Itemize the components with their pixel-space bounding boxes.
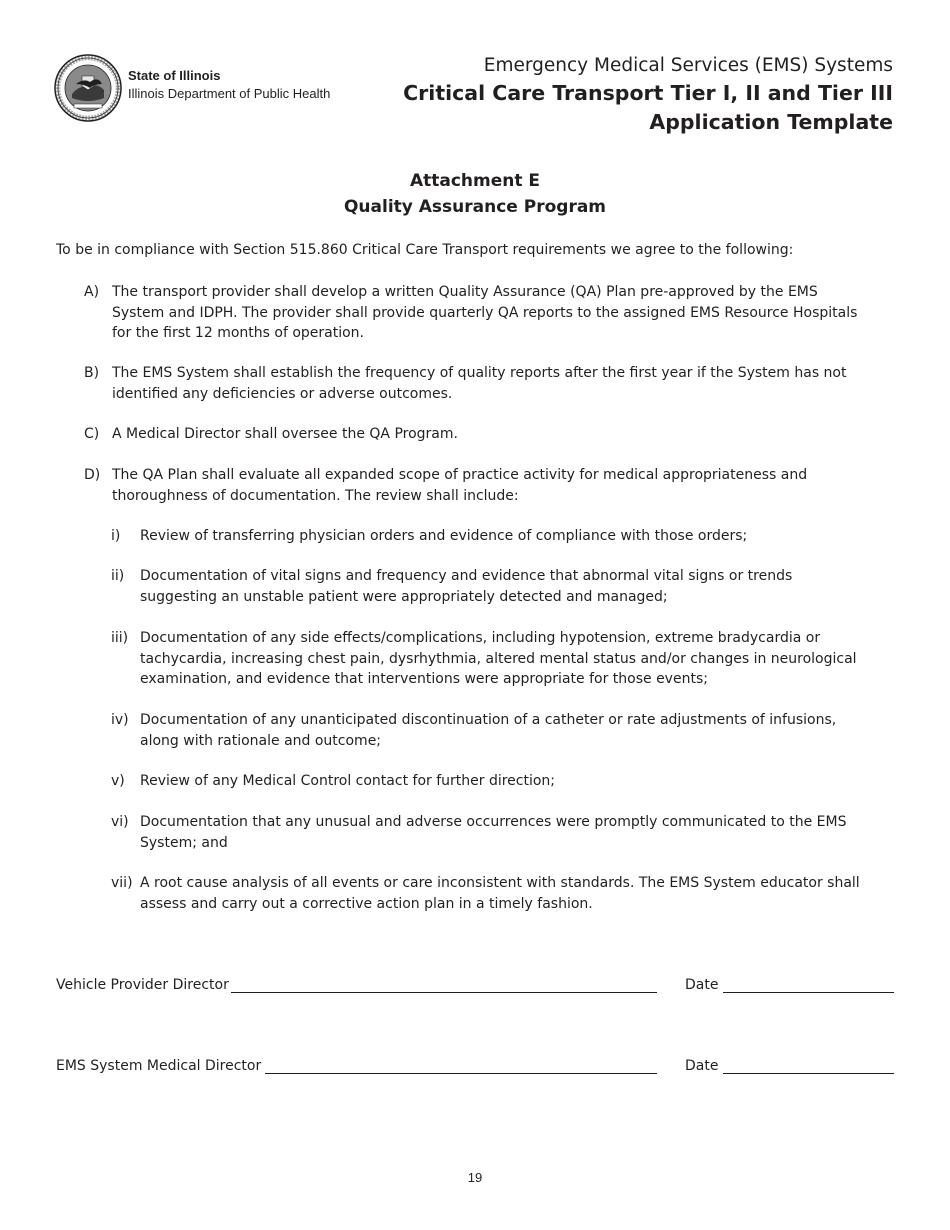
sub-list-item-text: Review of transferring physician orders and evidence of compliance with those orders;: [140, 528, 748, 544]
document-header: [403, 52, 893, 137]
list-item: [84, 282, 874, 344]
sub-list-item: [111, 873, 871, 914]
sub-list-item-marker: ii): [111, 568, 125, 584]
sub-list-item: [111, 771, 871, 792]
sub-list-item-marker: vii): [111, 875, 133, 891]
list-item-marker: A): [84, 284, 100, 300]
sub-list-item-marker: vi): [111, 814, 129, 830]
sub-list-item-marker: iii): [111, 630, 129, 646]
list-item-text: The EMS System shall establish the frequency of quality reports after the first year if the System has not identified any deficiencies or adverse outcomes.: [112, 365, 847, 402]
ems-medical-director-signature-line[interactable]: [265, 1073, 657, 1074]
list-item-marker: C): [84, 426, 100, 442]
list-item: [84, 363, 874, 404]
sub-list-item-text: A root cause analysis of all events or care inconsistent with standards. The EMS System educator shall assess and carry out a corrective action plan in a timely fashion.: [140, 875, 860, 912]
sub-list-item-text: Review of any Medical Control contact for further direction;: [140, 773, 556, 789]
sub-list-item: [111, 526, 871, 547]
attachment-label: Attachment E: [409, 171, 541, 191]
attachment-heading: [0, 168, 950, 220]
vehicle-provider-director-label: Vehicle Provider Director: [56, 977, 229, 993]
sub-list-item: [111, 710, 871, 751]
sub-list-item: [111, 812, 871, 853]
header-line-3: Application Template: [649, 110, 893, 134]
sub-list-item-text: Documentation of vital signs and frequency and evidence that abnormal vital signs or trends suggesting an unstable patient were appropriately detected and managed;: [140, 568, 793, 605]
sub-list-item-marker: v): [111, 773, 125, 789]
ems-medical-director-date-line[interactable]: [723, 1073, 894, 1074]
header-line-2: Critical Care Transport Tier I, II and Tier III: [403, 81, 893, 105]
header-line-1: Emergency Medical Services (EMS) Systems: [483, 55, 893, 76]
list-item-text: The transport provider shall develop a written Quality Assurance (QA) Plan pre-approved by the EMS System and IDPH. The provider shall provide quarterly QA reports to the assigned EMS Resource Hospitals for the first 12 months of operation.: [112, 284, 858, 341]
list-item-marker: B): [84, 365, 100, 381]
sub-list-item-text: Documentation that any unusual and adverse occurrences were promptly communicated to the EMS System; and: [140, 814, 847, 851]
list-item: [84, 424, 874, 445]
ems-medical-director-label: EMS System Medical Director: [56, 1058, 262, 1074]
sub-list-item-text: Documentation of any unanticipated discontinuation of a catheter or rate adjustments of infusions, along with rationale and outcome;: [140, 712, 837, 749]
sub-list-item: [111, 566, 871, 607]
intro-paragraph: To be in compliance with Section 515.860 Critical Care Transport requirements we agree to the following:: [56, 242, 794, 258]
sub-list-item: [111, 628, 871, 690]
agency-state: State of Illinois: [128, 68, 221, 83]
sub-list-item-text: Documentation of any side effects/complications, including hypotension, extreme bradycardia or tachycardia, increasing chest pain, dysrhythmia, altered mental status and/or changes in neurological examination, and evidence that interventions were appropriate for those events;: [140, 630, 857, 687]
sub-list-item-marker: i): [111, 528, 121, 544]
agency-block: [128, 67, 330, 103]
illinois-state-seal-icon: [54, 54, 122, 122]
vehicle-provider-director-signature-line[interactable]: [231, 992, 657, 993]
agency-department: Illinois Department of Public Health: [128, 86, 331, 101]
attachment-title: Quality Assurance Program: [343, 197, 607, 217]
page-number: 19: [467, 1170, 483, 1185]
sub-list-item-marker: iv): [111, 712, 129, 728]
list-item-text: The QA Plan shall evaluate all expanded scope of practice activity for medical appropriateness and thoroughness of documentation. The review shall include:: [112, 467, 808, 504]
list-item-marker: D): [84, 467, 101, 483]
list-item-text: A Medical Director shall oversee the QA Program.: [112, 426, 458, 442]
list-item: [84, 465, 874, 506]
vehicle-provider-date-line[interactable]: [723, 992, 894, 993]
vehicle-provider-date-label: Date: [685, 977, 719, 993]
ems-medical-director-date-label: Date: [685, 1058, 719, 1074]
